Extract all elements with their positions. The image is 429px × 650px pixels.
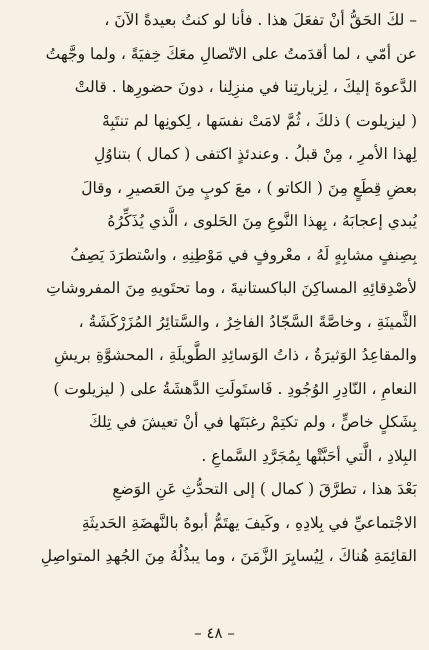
text-line: والمقاعِدُ الوَثيرَةُ ، ذاتُ الوَسائِدِ الطَّويلَةِ ، المحشوَّةِ بريشِ <box>54 346 417 364</box>
text-line: – لكَ الحَقُّ أنْ تفعَلَ هذا . فأنا لو كنتُ بعيدةً الآنَ ، <box>104 11 417 29</box>
text-line: عن أمّي ، لما أقدَمتُ على الاتّصالِ معَكَ خِفيَةً ، ولما وجَّهتُ <box>45 44 417 63</box>
paragraph-end-line: البِلادِ ، الَّتي أحَبَّتْها بِمُجَرَّدِ السَّماعِ . <box>201 446 417 465</box>
text-line: الثَّمينَةِ ، وخاصَّةً السَّجّادُ الفاخِرُ ، والسَّتائِرُ المُزَرْكَشَةُ ، <box>78 312 417 331</box>
text-line: بِشَكلٍ خاصٍّ ، ولم تكتِمْ رغبَتَها في أنْ تعيشَ في تِلكَ <box>88 413 417 431</box>
paragraph-start-line: بَعْدَ هذا ، تطرَّقَ ( كمال ) إلى التحدُّثِ عَنِ الوَضعِ <box>112 480 417 498</box>
text-line: لِهذا الأمرِ ، مِنْ قبلُ . وعندئذٍ اكتفى ( كمال ) بتناوُلِ <box>93 145 417 163</box>
text-line: الاجْتماعيِّ في بِلادِهِ ، وكَيفَ يهتَمُّ أبوهُ بالنَّهضَةِ الحَديثَةِ <box>81 513 417 532</box>
page-number: – ٤٨ – <box>194 624 235 642</box>
text-line: القائِمَةِ هُناكَ ، لِيُسايِرَ الزَّمَنَ ، وما يبذُلُهُ مِنَ الجُهدِ المتواصِلِ <box>40 547 417 565</box>
text-line: بِصِنفٍ مشابِهٍ لَهُ ، معْروفٍ في مَوْطِنِهِ ، واسْتطرَدَ يَصِفُ <box>70 245 417 264</box>
text-line: لأصْدِقائِهِ المساكِنَ الباكستانيةَ ، وما تحتَويهِ مِنَ المفروشاتِ <box>46 279 417 297</box>
text-line: الدَّعوةَ إليكَ ، لِزيارتِنا في منزِلِنا ، دونَ حضورِها . قالتْ <box>74 78 417 96</box>
text-line: النعامِ ، النّادِرِ الوُجُودِ . فَاستَولَتِ الدَّهشَةُ على ( ليزيلوت ) <box>53 379 417 398</box>
text-line: بعضِ قِطَعٍ مِنَ ( الكاتو ) ، معَ كوبٍ مِنَ العَصيرِ ، وقالَ <box>81 178 417 197</box>
text-line: ( ليزيلوت ) ذلكَ ، ثُمَّ لامَتْ نفسَها ، لِكونِها لم تنتَبِهْ <box>102 111 417 130</box>
text-line: يُبدي إعجابَهُ ، بِهذا النَّوعِ مِنَ الحَلوى ، الَّذي يُذَكِّرُهُ <box>107 212 417 230</box>
body-text <box>14 4 417 574</box>
